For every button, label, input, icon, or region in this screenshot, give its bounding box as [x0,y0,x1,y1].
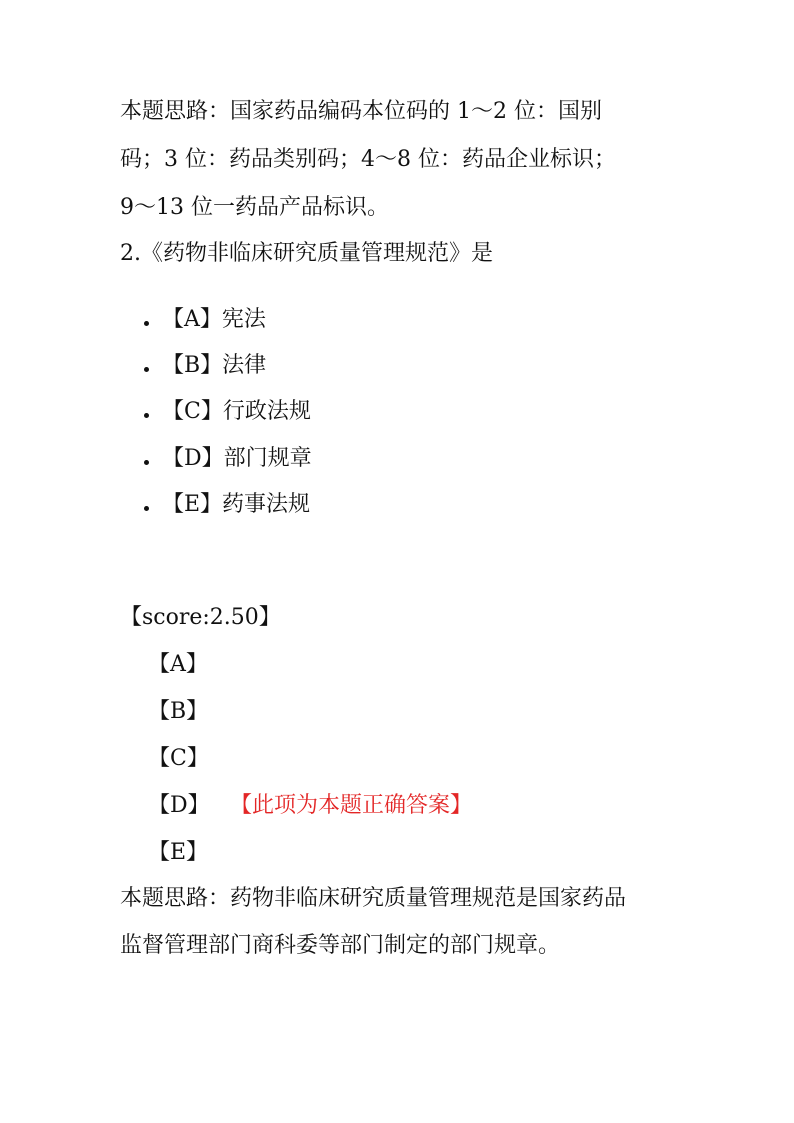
answer-label: 【C】 [148,746,209,771]
answer-item-c [148,745,209,773]
bullet-icon [144,506,149,511]
answer-item-d [148,792,473,820]
prev-explanation-line-2: 码；3 位：药品类别码；4～8 位：药品企业标识； [120,147,616,172]
bullet-icon [144,460,149,465]
answer-label: 【A】 [148,652,208,677]
question-text: 2.《药物非临床研究质量管理规范》是 [120,241,493,266]
explanation-line-2: 监督管理部门商科委等部门制定的部门规章。 [120,933,561,958]
prev-explanation-line-1: 本题思路：国家药品编码本位码的 1～2 位：国别 [120,99,602,124]
bullet-icon [144,413,149,418]
answer-item-a [148,651,208,679]
answer-item-e [148,839,208,867]
answer-label: 【D】 [148,793,210,818]
bullet-icon [144,321,149,326]
bullet-icon [144,367,149,372]
option-label: 【A】宪法 [162,307,266,332]
answer-item-b [148,698,208,726]
answer-label: 【E】 [148,840,209,865]
option-label: 【D】部门规章 [162,446,312,471]
explanation-line-1: 本题思路：药物非临床研究质量管理规范是国家药品 [120,886,627,911]
option-label: 【E】药事法规 [162,492,311,517]
score-line: 【score:2.50】 [120,605,281,630]
option-label: 【C】行政法规 [162,399,311,424]
answer-label: 【B】 [148,699,209,724]
correct-answer-marker: 【此项为本题正确答案】 [230,793,473,818]
option-label: 【B】法律 [162,353,267,378]
prev-explanation-line-3: 9～13 位一药品产品标识。 [120,195,389,220]
